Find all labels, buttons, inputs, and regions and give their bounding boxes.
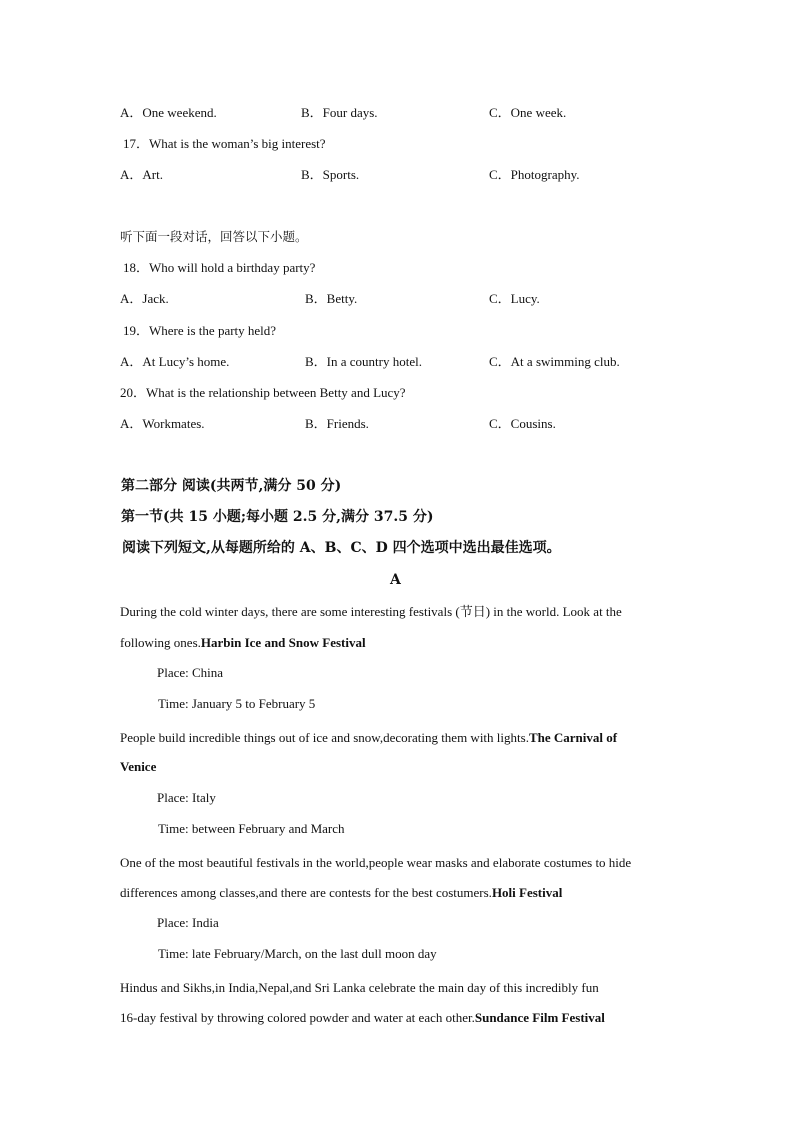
q18-options [0, 289, 794, 309]
q19-option-c: C．At a swimming club. [489, 354, 620, 369]
festival3-time-text: Time: late February/March, on the last dull moon day [158, 946, 437, 961]
q19-option-b: B．In a country hotel. [305, 354, 422, 369]
q17-option-b: B．Sports. [301, 167, 360, 182]
festival2-title-line2 [0, 757, 794, 777]
q18-question [0, 258, 794, 278]
q17-options [0, 165, 794, 185]
passage-intro-line2 [0, 633, 794, 653]
festival2-title-part1: The Carnival of [528, 730, 618, 745]
q16-option-b: B．Four days. [301, 105, 378, 120]
q19-option-a: A．At Lucy’s home. [120, 354, 230, 369]
festival3-place-text: Place: India [157, 915, 219, 930]
q18-option-a: A．Jack. [120, 291, 169, 306]
festival3-title: Holi Festival [491, 885, 563, 900]
q19-question [0, 321, 794, 341]
festival3-place [0, 913, 794, 933]
festival3-desc-line1 [0, 978, 794, 998]
q17-question-text: 17．What is the woman’s big interest? [123, 136, 326, 151]
festival1-time [0, 694, 794, 714]
festival1-place [0, 663, 794, 683]
festival2-place [0, 788, 794, 808]
festival1-desc-text: People build incredible things out of ice and snow,decorating them with lights. [120, 730, 529, 745]
festival4-title: Sundance Film Festival [474, 1010, 605, 1025]
section1-title-text: 第一节(共 15 小题;每小题 2.5 分,满分 37.5 分) [121, 509, 434, 525]
q17-question [0, 134, 794, 154]
q19-question-text: 19．Where is the party held? [123, 323, 277, 338]
passage-intro-line2-content [120, 633, 366, 653]
q20-option-b: B．Friends. [305, 416, 369, 431]
q19-options [0, 352, 794, 372]
q18-question-text: 18．Who will hold a birthday party? [123, 260, 316, 275]
festival1-place-text: Place: China [157, 665, 224, 680]
festival1-title: Harbin Ice and Snow Festival [200, 635, 366, 650]
festival3-desc-text2: 16-day festival by throwing colored powder and water at each other. [120, 1010, 475, 1025]
passage-intro-line1 [0, 602, 794, 622]
q20-question-text: 20．What is the relationship between Betty and Lucy? [120, 385, 406, 400]
reading-instruction-text: 阅读下列短文,从每题所给的 A、B、C、D 四个选项中选出最佳选项。 [122, 540, 561, 556]
q16-option-c: C．One week. [489, 105, 567, 120]
festival3-time [0, 944, 794, 964]
festival1-desc [0, 728, 794, 748]
q16-option-a: A．One weekend. [120, 105, 217, 120]
q20-option-c: C．Cousins. [489, 416, 556, 431]
q18-option-c: C．Lucy. [489, 291, 540, 306]
q20-option-a: A．Workmates. [120, 416, 205, 431]
section1-title [0, 507, 794, 527]
festival2-desc-line2-content [120, 883, 562, 903]
q16-options [0, 103, 794, 123]
festival2-desc-text2: differences among classes,and there are contests for the best costumers. [120, 885, 492, 900]
passage-intro-text2: following ones. [120, 635, 201, 650]
q20-question [0, 383, 794, 403]
festival1-desc-content [120, 728, 617, 748]
passage-intro-text1: During the cold winter days, there are some interesting festivals (节日) in the world. Look at the [120, 604, 622, 619]
festival3-desc-text1: Hindus and Sikhs,in India,Nepal,and Sri Lanka celebrate the main day of this incredibly fun [120, 980, 599, 995]
q17-option-c: C．Photography. [489, 167, 580, 182]
festival2-desc-line1 [0, 853, 794, 873]
festival2-desc-text1: One of the most beautiful festivals in the world,people wear masks and elaborate costumes to hide [120, 855, 632, 870]
passage-label-text: A [390, 572, 401, 588]
part2-title-text: 第二部分 阅读(共两节,满分 50 分) [121, 478, 342, 494]
festival2-title-part2: Venice [120, 759, 157, 774]
q18-option-b: B．Betty. [305, 291, 358, 306]
festival2-desc-line2 [0, 883, 794, 903]
festival1-time-text: Time: January 5 to February 5 [158, 696, 316, 711]
festival3-desc-line2 [0, 1008, 794, 1028]
dialog-instruction-text: 听下面一段对话，回答以下小题。 [120, 229, 308, 244]
part2-title [0, 476, 794, 496]
dialog-instruction [0, 227, 794, 247]
q20-options [0, 414, 794, 434]
q17-option-a: A．Art. [120, 167, 163, 182]
festival2-place-text: Place: Italy [157, 790, 216, 805]
festival3-desc-line2-content [120, 1008, 605, 1028]
reading-instruction [0, 538, 794, 558]
passage-label [0, 570, 794, 590]
festival2-time [0, 819, 794, 839]
festival2-time-text: Time: between February and March [158, 821, 345, 836]
